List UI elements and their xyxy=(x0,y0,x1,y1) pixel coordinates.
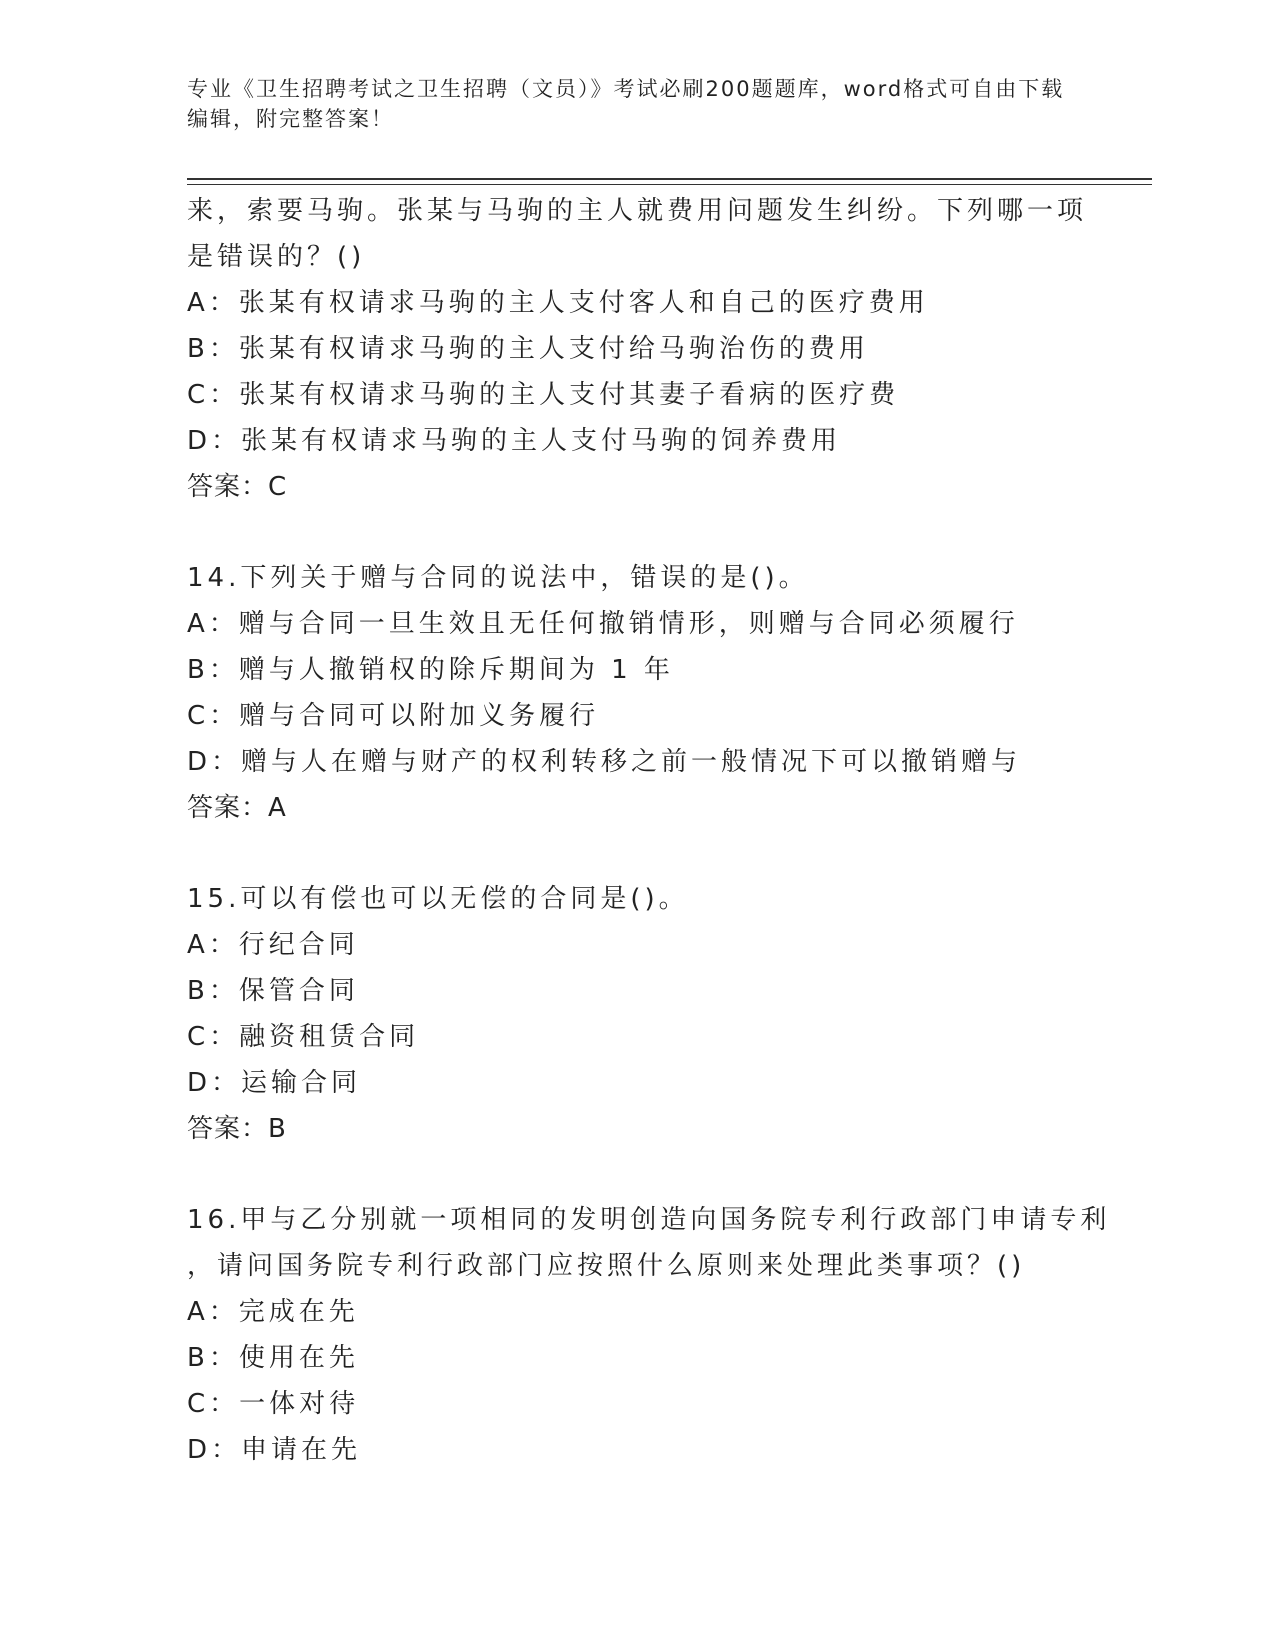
question-14 xyxy=(187,555,1087,831)
option-d: D：张某有权请求马驹的主人支付马驹的饲养费用 xyxy=(187,426,842,456)
option-c: C：张某有权请求马驹的主人支付其妻子看病的医疗费 xyxy=(187,380,900,410)
question-text: ，请问国务院专利行政部门应按照什么原则来处理此类事项？() xyxy=(187,1251,1026,1281)
question-text: 16.甲与乙分别就一项相同的发明创造向国务院专利行政部门申请专利 xyxy=(187,1205,1111,1235)
question-text: 14.下列关于赠与合同的说法中，错误的是()。 xyxy=(187,563,809,593)
option-b: B：使用在先 xyxy=(187,1343,359,1373)
option-a: A：赠与合同一旦生效且无任何撤销情形，则赠与合同必须履行 xyxy=(187,609,1019,639)
option-b: B：保管合同 xyxy=(187,976,359,1006)
option-c: C：赠与合同可以附加义务履行 xyxy=(187,701,600,731)
answer: 答案：A xyxy=(187,793,287,823)
question-text: 来，索要马驹。张某与马驹的主人就费用问题发生纠纷。下列哪一项 xyxy=(187,196,1088,226)
answer: 答案：C xyxy=(187,472,288,502)
header-rule-thin xyxy=(187,184,1152,185)
question-16 xyxy=(187,1197,1111,1473)
document-body xyxy=(187,188,1111,1473)
option-c: C：一体对待 xyxy=(187,1389,360,1419)
option-d: D：赠与人在赠与财产的权利转移之前一般情况下可以撤销赠与 xyxy=(187,747,1022,777)
page-header: 专业《卫生招聘考试之卫生招聘（文员）》考试必刷200题题库，word格式可自由下载编辑，附完整答案！ xyxy=(187,77,1065,131)
option-a: A：行纪合同 xyxy=(187,930,359,960)
option-c: C：融资租赁合同 xyxy=(187,1022,420,1052)
question-text: 是错误的？() xyxy=(187,242,366,272)
header-rule xyxy=(187,178,1152,180)
option-d: D：申请在先 xyxy=(187,1435,362,1465)
option-b: B：张某有权请求马驹的主人支付给马驹治伤的费用 xyxy=(187,334,869,364)
option-b: B：赠与人撤销权的除斥期间为 1 年 xyxy=(187,655,674,685)
question-text: 15.可以有偿也可以无偿的合同是()。 xyxy=(187,884,689,914)
option-a: A：完成在先 xyxy=(187,1297,359,1327)
question-13-continued xyxy=(187,188,1087,510)
answer: 答案：B xyxy=(187,1114,287,1144)
option-d: D：运输合同 xyxy=(187,1068,362,1098)
option-a: A：张某有权请求马驹的主人支付客人和自己的医疗费用 xyxy=(187,288,929,318)
question-15 xyxy=(187,876,1087,1152)
